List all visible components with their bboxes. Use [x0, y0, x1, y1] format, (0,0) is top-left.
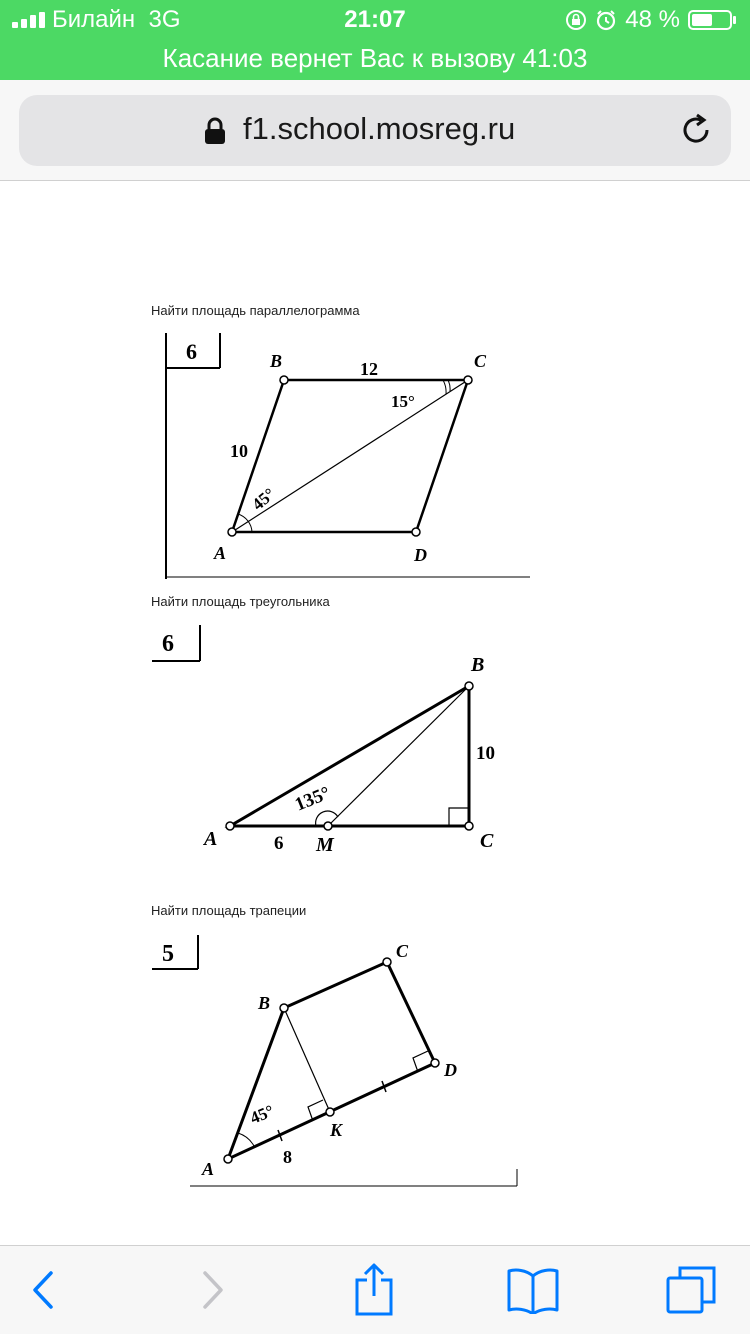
height-bk	[284, 1008, 330, 1112]
point-a	[226, 822, 234, 830]
point-c	[383, 958, 391, 966]
side-ab-value: 10	[230, 441, 248, 461]
clock: 21:07	[344, 6, 406, 33]
angle-c-value: 15°	[391, 392, 415, 411]
point-a	[224, 1155, 232, 1163]
alarm-icon	[595, 9, 617, 31]
url-text[interactable]: f1.school.mosreg.ru	[243, 111, 516, 146]
label-c: C	[474, 351, 487, 371]
task-1-label: Найти площадь параллелограмма	[151, 303, 360, 318]
angle-m-value: 135°	[292, 782, 334, 816]
point-k	[326, 1108, 334, 1116]
angle-a-value: 45°	[247, 1101, 277, 1128]
address-bar[interactable]	[19, 95, 731, 166]
bottom-toolbar	[0, 1245, 750, 1334]
point-m	[324, 822, 332, 830]
angle-arc-a	[238, 1133, 254, 1146]
browser-toolbar	[0, 80, 750, 181]
label-b: B	[258, 993, 271, 1013]
triangle-figure	[150, 621, 520, 861]
point-b	[280, 376, 288, 384]
parallelogram-figure	[150, 331, 535, 583]
point-d	[412, 528, 420, 536]
point-c	[465, 822, 473, 830]
battery-icon	[688, 9, 738, 31]
lock-rotation-icon	[565, 9, 587, 31]
label-d: D	[444, 1060, 457, 1080]
back-button[interactable]	[14, 1260, 74, 1320]
point-c	[464, 376, 472, 384]
side-bc-value: 10	[476, 743, 495, 764]
network-type: 3G	[148, 6, 181, 33]
label-c: C	[396, 941, 409, 961]
tabs-icon	[666, 1264, 718, 1316]
task-3-label: Найти площадь трапеции	[151, 903, 307, 918]
side-bc-value: 12	[360, 359, 378, 379]
label-c: C	[480, 830, 494, 852]
status-bar	[0, 0, 750, 40]
label-a: A	[204, 828, 218, 850]
battery-percent: 48 %	[625, 6, 680, 33]
reload-icon[interactable]	[679, 113, 713, 147]
back-icon	[31, 1270, 57, 1310]
trapezoid-figure	[150, 931, 525, 1191]
point-b	[465, 682, 473, 690]
forward-icon	[199, 1270, 225, 1310]
label-a: A	[214, 543, 227, 563]
call-banner[interactable]: Касание вернет Вас к вызову 41:03	[0, 40, 750, 80]
share-button[interactable]	[344, 1260, 404, 1320]
point-d	[431, 1059, 439, 1067]
task-1-number: 6	[186, 339, 197, 364]
side-am-value: 6	[274, 833, 284, 854]
forward-button[interactable]	[182, 1260, 242, 1320]
label-d: D	[414, 545, 427, 565]
angle-arc-c-2	[443, 380, 446, 394]
carrier-name: Билайн	[52, 6, 136, 33]
share-icon	[353, 1262, 395, 1318]
label-a: A	[202, 1159, 215, 1179]
side-ak-value: 8	[283, 1147, 292, 1167]
task-2-label: Найти площадь треугольника	[151, 594, 330, 609]
bookmarks-button[interactable]	[503, 1260, 563, 1320]
bookmarks-icon	[506, 1266, 560, 1314]
label-b: B	[270, 351, 283, 371]
tabs-button[interactable]	[662, 1260, 722, 1320]
task-2-number: 6	[162, 631, 174, 657]
point-a	[228, 528, 236, 536]
angle-arc-c-1	[448, 380, 450, 391]
angle-a-value: 45°	[248, 484, 279, 515]
page-content	[0, 181, 750, 1245]
label-b: B	[471, 654, 485, 676]
diagonal-ac	[232, 380, 468, 532]
task-3-number: 5	[162, 941, 174, 967]
lock-icon	[204, 117, 226, 145]
label-m: M	[316, 834, 334, 856]
point-b	[280, 1004, 288, 1012]
status-right	[565, 6, 738, 34]
label-k: K	[330, 1120, 343, 1140]
